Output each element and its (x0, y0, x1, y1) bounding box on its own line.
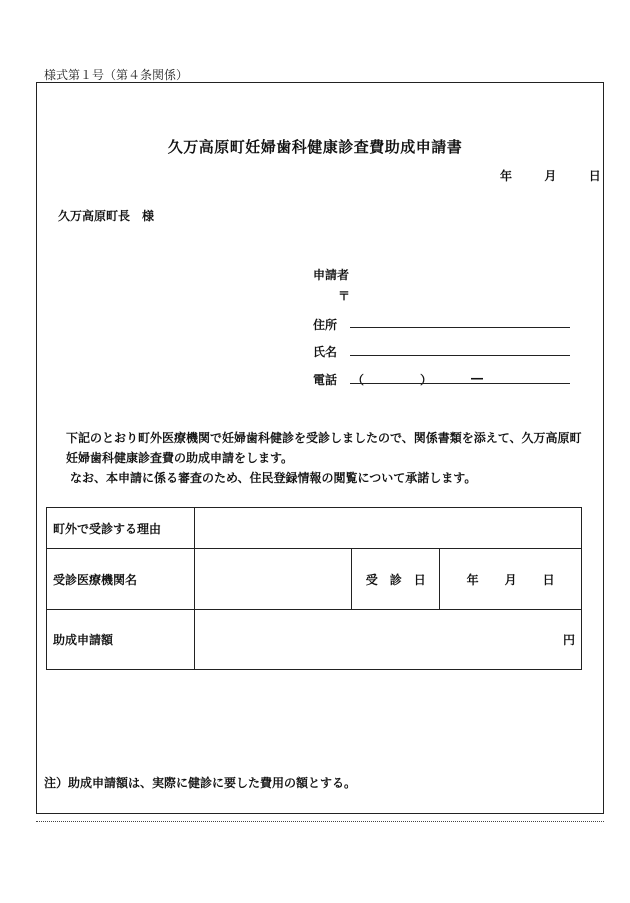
table-row (47, 508, 582, 549)
footnote: 注）助成申請額は、実際に健診に要した費用の額とする。 (44, 776, 357, 790)
address-field[interactable] (350, 327, 570, 328)
amount-input[interactable] (194, 610, 581, 670)
date-year: 年 (500, 169, 513, 183)
phone-paren-open: （ (352, 373, 365, 387)
application-date (500, 167, 601, 184)
page-title: 久万高原町妊婦歯科健康診査費助成申請書 (167, 138, 463, 156)
institution-label: 受診医療機関名 (47, 549, 195, 610)
body-line-3: なお、本申請に係る審査のため、住民登録情報の閲覧について承諾します。 (70, 471, 477, 485)
table-row (47, 610, 582, 670)
amount-label: 助成申請額 (47, 610, 195, 670)
name-label: 氏名 (313, 345, 338, 359)
addressee: 久万高原町長 様 (58, 209, 155, 223)
reason-input[interactable] (194, 508, 581, 549)
body-line-1: 下記のとおり町外医療機関で妊婦歯科健診を受診しましたので、関係書類を添えて、久万高原町 (66, 431, 582, 445)
phone-paren-close: ） (420, 373, 433, 387)
reason-label: 町外で受診する理由 (47, 508, 195, 549)
form-number: 様式第１号（第４条関係） (44, 68, 189, 82)
postal-mark: 〒 (338, 289, 351, 303)
table-row (47, 549, 582, 610)
address-label: 住所 (313, 318, 338, 332)
visit-day: 日 (542, 572, 555, 587)
visit-year: 年 (466, 572, 479, 587)
cut-line (36, 821, 604, 822)
phone-dash: ― (471, 371, 483, 385)
details-table (46, 507, 582, 670)
institution-input[interactable] (194, 549, 352, 610)
body-line-2: 妊婦歯科健康診査費の助成申請をします。 (66, 451, 294, 465)
visit-month: 月 (504, 572, 517, 587)
amount-unit: 円 (562, 633, 575, 647)
visit-date-label: 受 診 日 (352, 549, 440, 610)
visit-date-input[interactable] (440, 549, 582, 610)
name-field[interactable] (350, 355, 570, 356)
applicant-heading: 申請者 (313, 268, 350, 282)
date-day: 日 (588, 169, 601, 183)
phone-field[interactable] (350, 383, 570, 384)
date-month: 月 (544, 169, 557, 183)
phone-label: 電話 (313, 373, 338, 387)
